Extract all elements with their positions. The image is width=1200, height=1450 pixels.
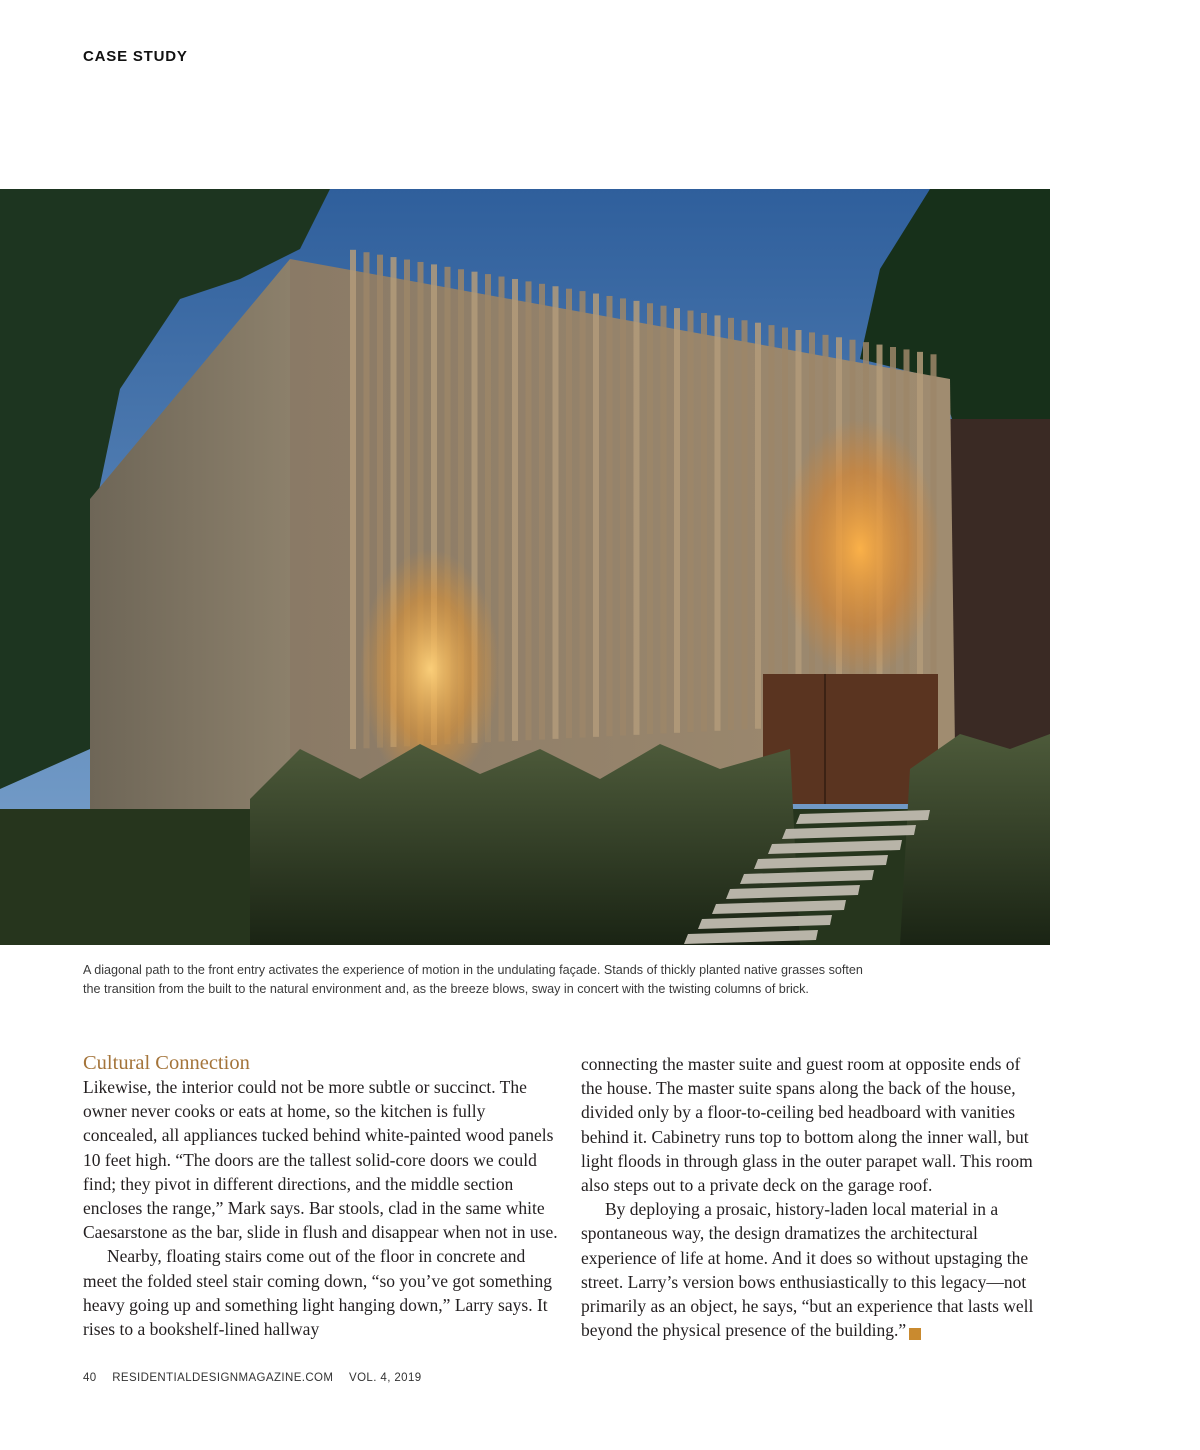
brick-fin xyxy=(607,296,613,736)
body-paragraph-final xyxy=(581,1197,1043,1342)
brick-fin xyxy=(742,320,748,729)
house-facade-photo xyxy=(0,189,1050,945)
end-mark-icon: RD xyxy=(909,1328,921,1340)
brick-fin xyxy=(674,308,680,733)
brick-fin xyxy=(647,303,653,734)
brick-fin xyxy=(769,325,775,728)
brick-fin xyxy=(350,250,356,749)
article-column-right xyxy=(581,1052,1043,1342)
photo-caption: A diagonal path to the front entry activates the experience of motion in the undulating façade. Stands of thickly planted native grasses soften the transition from the built to the natural environment and, as the breeze blows, sway in concert with the twisting columns of brick. xyxy=(83,963,863,996)
brick-fin xyxy=(715,315,721,730)
interior-glow-right xyxy=(780,419,940,679)
body-paragraph: connecting the master suite and guest room at opposite ends of the house. The master suite spans along the back of the house, divided only by a floor-to-ceiling bed headboard with vanities behind it. Cabinetry runs top to bottom along the inner wall, but light floods in through glass in the outer parapet wall. This room also steps out to a private deck on the garage roof. xyxy=(581,1054,1033,1196)
brick-fin xyxy=(634,301,640,735)
brick-fin xyxy=(755,323,761,729)
brick-fin xyxy=(580,291,586,737)
section-subhead: Cultural Connection xyxy=(83,1052,250,1074)
brick-fin xyxy=(566,289,572,739)
brick-fin xyxy=(701,313,707,731)
neighbor-building xyxy=(950,419,1050,749)
footer-issue: VOL. 4, 2019 xyxy=(349,1372,422,1384)
brick-fin xyxy=(512,279,518,741)
article-column-left xyxy=(83,1051,559,1341)
brick-fin xyxy=(728,318,734,730)
page-footer xyxy=(83,1372,434,1384)
body-paragraph: Nearby, floating stairs come out of the floor in concrete and meet the folded steel stair coming down, “so you’ve got something heavy going up and something light hanging down,” Larry says. It rises to a bookshelf-lined hallway xyxy=(83,1246,552,1340)
brick-fin xyxy=(593,294,599,737)
body-paragraph-text: By deploying a prosaic, history-laden local material in a spontaneous way, the design dramatizes the architectural experience of life at home. And it does so without upstaging the street. Larry’s version bows enthusiastically to this legacy—not primarily as an object, he says, “but an experience that lasts well beyond the physical presence of the building.” xyxy=(581,1199,1034,1341)
brick-fin xyxy=(553,286,559,739)
brick-fin xyxy=(539,284,545,740)
body-paragraph: Likewise, the interior could not be more subtle or succinct. The owner never cooks or eats at home, so the kitchen is fully concealed, all appliances tucked behind white-painted wood panels 10 feet high. “The doors are the tallest solid-core doors we could find; they pivot in different directions, and the middle section encloses the range,” Mark says. Bar stools, clad in the same white Caesarstone as the bar, slide in flush and disappear when not in use. xyxy=(83,1077,558,1243)
page-number: 40 xyxy=(83,1372,97,1384)
brick-fin xyxy=(688,311,694,733)
brick-fin xyxy=(526,281,532,740)
brick-fin xyxy=(661,306,667,734)
footer-site: RESIDENTIALDESIGNMAGAZINE.COM xyxy=(112,1372,334,1384)
brick-fin xyxy=(620,298,626,735)
grasses-right xyxy=(900,734,1050,945)
grasses xyxy=(250,744,800,945)
section-label: CASE STUDY xyxy=(83,48,188,65)
